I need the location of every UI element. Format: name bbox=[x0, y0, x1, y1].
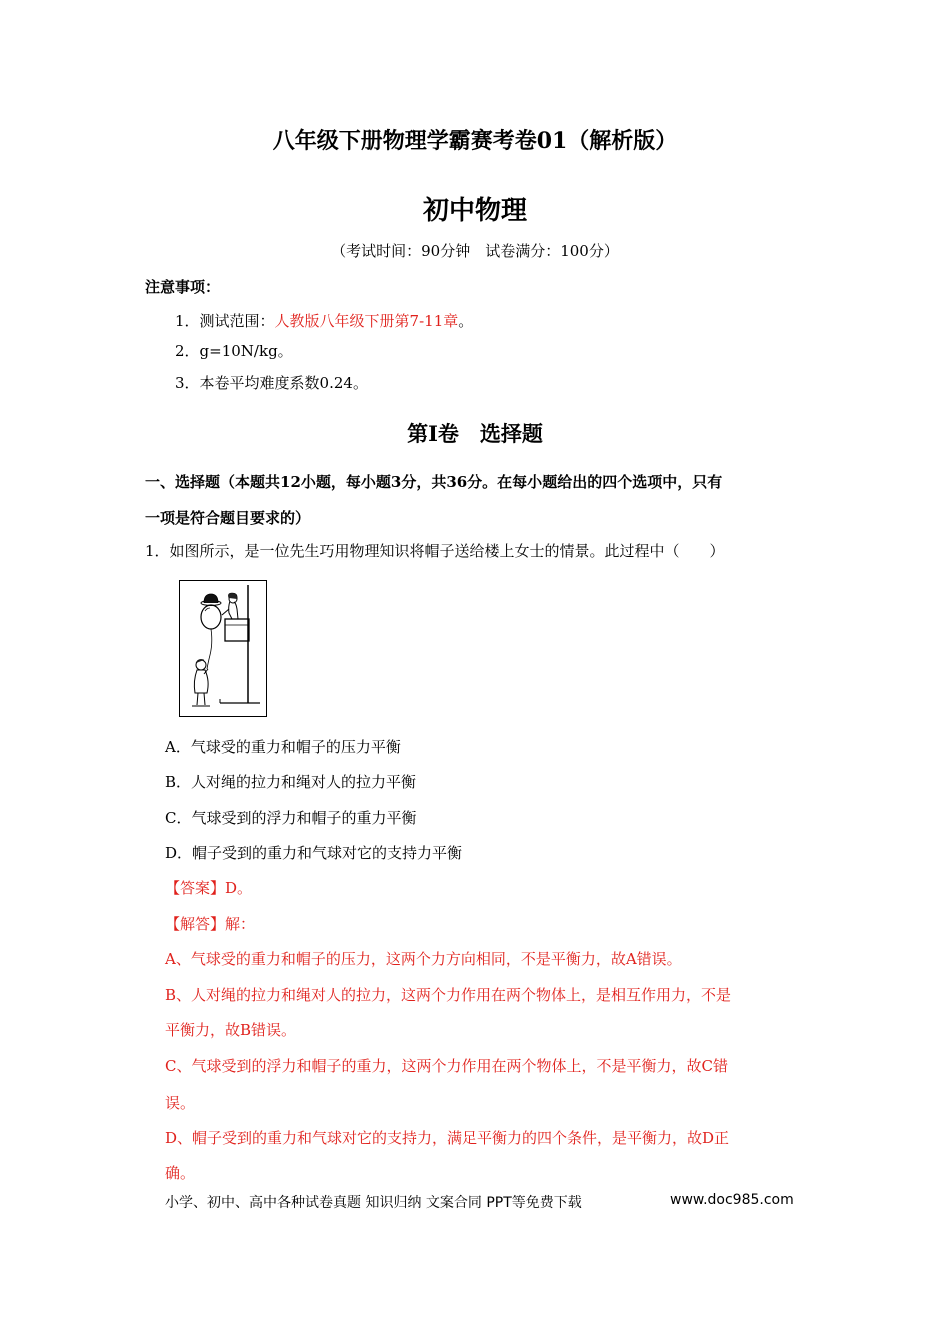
notice-item-1-prefix: 1．测试范围： bbox=[175, 312, 275, 330]
solution-heading: 【解答】解： bbox=[165, 915, 256, 933]
balloon-hat-illustration bbox=[180, 581, 266, 716]
footer-text: 小学、初中、高中各种试卷真题 知识归纳 文案合同 PPT等免费下载 bbox=[165, 1195, 582, 1211]
notice-item-1-scope: 人教版八年级下册第7-11章 bbox=[274, 312, 459, 330]
notice-item-1-suffix: 。 bbox=[458, 312, 474, 330]
solution-line: 平衡力，故B错误。 bbox=[165, 1021, 297, 1039]
notice-item-1 bbox=[175, 310, 473, 331]
notice-heading: 注意事项： bbox=[145, 278, 221, 296]
solution-line: C、气球受到的浮力和帽子的重力，这两个力作用在两个物体上，不是平衡力，故C错 bbox=[165, 1057, 728, 1075]
instruction-line-1: 一、选择题（本题共12小题，每小题3分，共36分。在每小题给出的四个选项中，只有 bbox=[145, 473, 723, 491]
exam-title: 八年级下册物理学霸赛考卷01（解析版） bbox=[272, 128, 678, 154]
solution-line: D、帽子受到的重力和气球对它的支持力，满足平衡力的四个条件，是平衡力，故D正 bbox=[165, 1129, 730, 1147]
solution-line: A、气球受的重力和帽子的压力，这两个力方向相同，不是平衡力，故A错误。 bbox=[165, 950, 682, 968]
solution-line: 确。 bbox=[165, 1164, 196, 1182]
option-d: D．帽子受到的重力和气球对它的支持力平衡 bbox=[165, 844, 463, 862]
question-1-stem: 1．如图所示，是一位先生巧用物理知识将帽子送给楼上女士的情景。此过程中（ ） bbox=[145, 542, 725, 560]
notice-item-2: 2．g=10N/kg。 bbox=[175, 342, 293, 360]
option-b: B．人对绳的拉力和绳对人的拉力平衡 bbox=[165, 773, 417, 791]
exam-meta: （考试时间：90分钟 试卷满分：100分） bbox=[331, 242, 619, 260]
option-c: C．气球受到的浮力和帽子的重力平衡 bbox=[165, 809, 417, 827]
option-a: A．气球受的重力和帽子的压力平衡 bbox=[165, 738, 401, 756]
solution-line: 误。 bbox=[165, 1094, 196, 1112]
instruction-line-2: 一项是符合题目要求的） bbox=[145, 509, 311, 527]
question-1-figure bbox=[179, 580, 267, 717]
notice-item-3: 3．本卷平均难度系数0.24。 bbox=[175, 374, 368, 392]
answer: 【答案】D。 bbox=[165, 879, 253, 897]
footer-url[interactable]: www.doc985.com bbox=[670, 1192, 794, 1208]
solution-line: B、人对绳的拉力和绳对人的拉力，这两个力作用在两个物体上，是相互作用力，不是 bbox=[165, 986, 732, 1004]
subject-title: 初中物理 bbox=[422, 196, 527, 226]
section-title: 第Ⅰ卷 选择题 bbox=[407, 421, 543, 446]
